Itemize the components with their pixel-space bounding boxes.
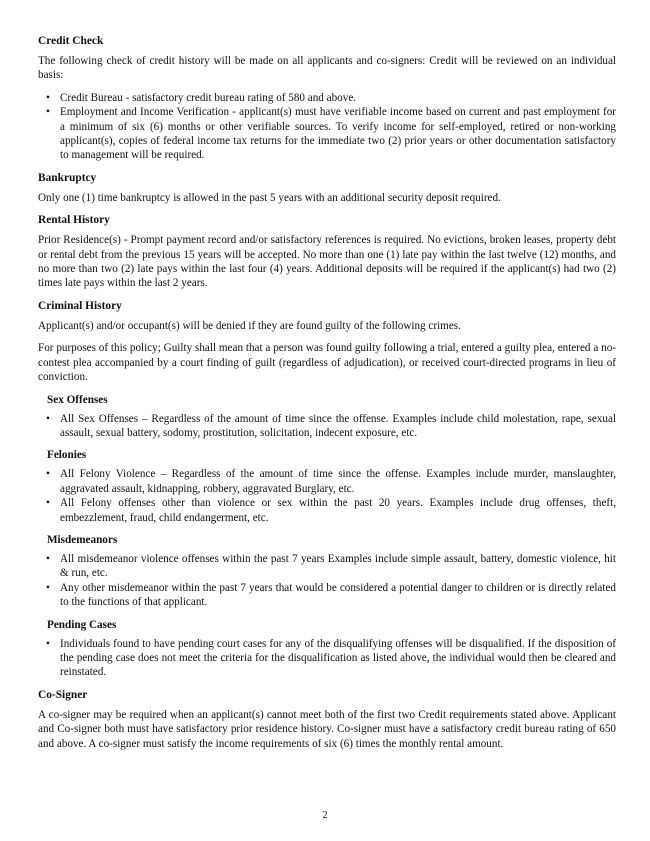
bullet-list — [38, 637, 616, 680]
paragraph: The following check of credit history will be made on all applicants and co-signers: Credit will be reviewed on an individual basis: — [38, 55, 616, 82]
bullet-list — [38, 412, 616, 441]
subsection-heading-misdemeanors: Misdemeanors — [47, 533, 118, 546]
list-item: • Individuals found to have pending court cases for any of the disqualifying offenses will be disqualified. If the disposition of the pending case does not meet the criteria for the disqualification as listed above, the individual would then be cleared and reinstated. — [60, 637, 616, 680]
list-item: • All misdemeanor violence offenses within the past 7 years Examples include simple assault, battery, domestic violence, hit & run, etc. — [60, 552, 616, 581]
section-heading: Criminal History — [38, 299, 122, 312]
section-co-signer — [38, 688, 616, 751]
paragraph: For purposes of this policy; Guilty shall mean that a person was found guilty following a trial, entered a guilty plea, entered a no-contest plea accompanied by a court finding of guilt (regardless of adjudication), or received court-directed programs in lieu of conviction. — [38, 342, 616, 384]
paragraph: Only one (1) time bankruptcy is allowed in the past 5 years with an additional security deposit required. — [38, 191, 501, 204]
section-bankruptcy — [38, 171, 616, 205]
subsection-heading-sex-offenses: Sex Offenses — [47, 393, 108, 406]
page-number: 2 — [322, 810, 328, 821]
section-heading: Co-Signer — [38, 688, 88, 701]
bullet-list — [38, 91, 616, 163]
bullet-list — [38, 467, 616, 525]
section-credit-check — [38, 34, 616, 163]
list-item: • All Felony offenses other than violence or sex within the past 20 years. Examples include drug offenses, theft, embezzlement, fraud, child endangerment, etc. — [60, 496, 616, 525]
list-item: • All Felony Violence – Regardless of the amount of time since the offense. Examples include murder, manslaughter, aggravated assault, kidnapping, robbery, aggravated Burglary, etc. — [60, 467, 616, 496]
section-heading: Credit Check — [38, 35, 104, 47]
subsection-heading-felonies: Felonies — [47, 449, 87, 462]
paragraph: Applicant(s) and/or occupant(s) will be denied if they are found guilty of the following crimes. — [38, 319, 461, 332]
bullet-list — [38, 552, 616, 610]
section-heading: Bankruptcy — [38, 171, 97, 184]
list-item: • Credit Bureau - satisfactory credit bureau rating of 580 and above. — [60, 91, 616, 105]
list-item: • Employment and Income Verification - applicant(s) must have verifiable income based on current and past employment for a minimum of six (6) months or other verifiable sources. To verify income for self-employed, retired or non-working applicant(s), copies of federal income tax returns for the immediate two (2) prior years or other documentation satisfactory to management will be required. — [60, 105, 616, 163]
subsection-heading-pending-cases: Pending Cases — [47, 618, 117, 631]
section-rental-history — [38, 213, 616, 291]
list-item: • All Sex Offenses – Regardless of the amount of time since the offense. Examples include child molestation, rape, sexual assault, sexual battery, sodomy, prostitution, solicitation, indecent exposure, etc. — [60, 412, 616, 441]
section-criminal-history — [38, 299, 616, 680]
section-heading: Rental History — [38, 214, 110, 227]
paragraph: A co-signer may be required when an applicant(s) cannot meet both of the first two Credit requirements stated above. Applicant and Co-signer both must have satisfactory prior residence history. Co-signer must have a satisfactory credit bureau rating of 650 and above. A co-signer must satisfy the income requirements of six (6) times the monthly rental amount. — [38, 708, 616, 750]
list-item: • Any other misdemeanor within the past 7 years that would be considered a potential danger to children or is directly related to the functions of that applicant. — [60, 581, 616, 610]
paragraph: Prior Residence(s) - Prompt payment record and/or satisfactory references is required. No evictions, broken leases, property debt or rental debt from the previous 15 years will be accepted. No more than one (1) late pay within the last twelve (12) months, and no more than two (2) late pays within the last four (4) years. Additional deposits will be required if the applicant(s) had two (2) times late pays within the last 2 years. — [38, 234, 616, 290]
